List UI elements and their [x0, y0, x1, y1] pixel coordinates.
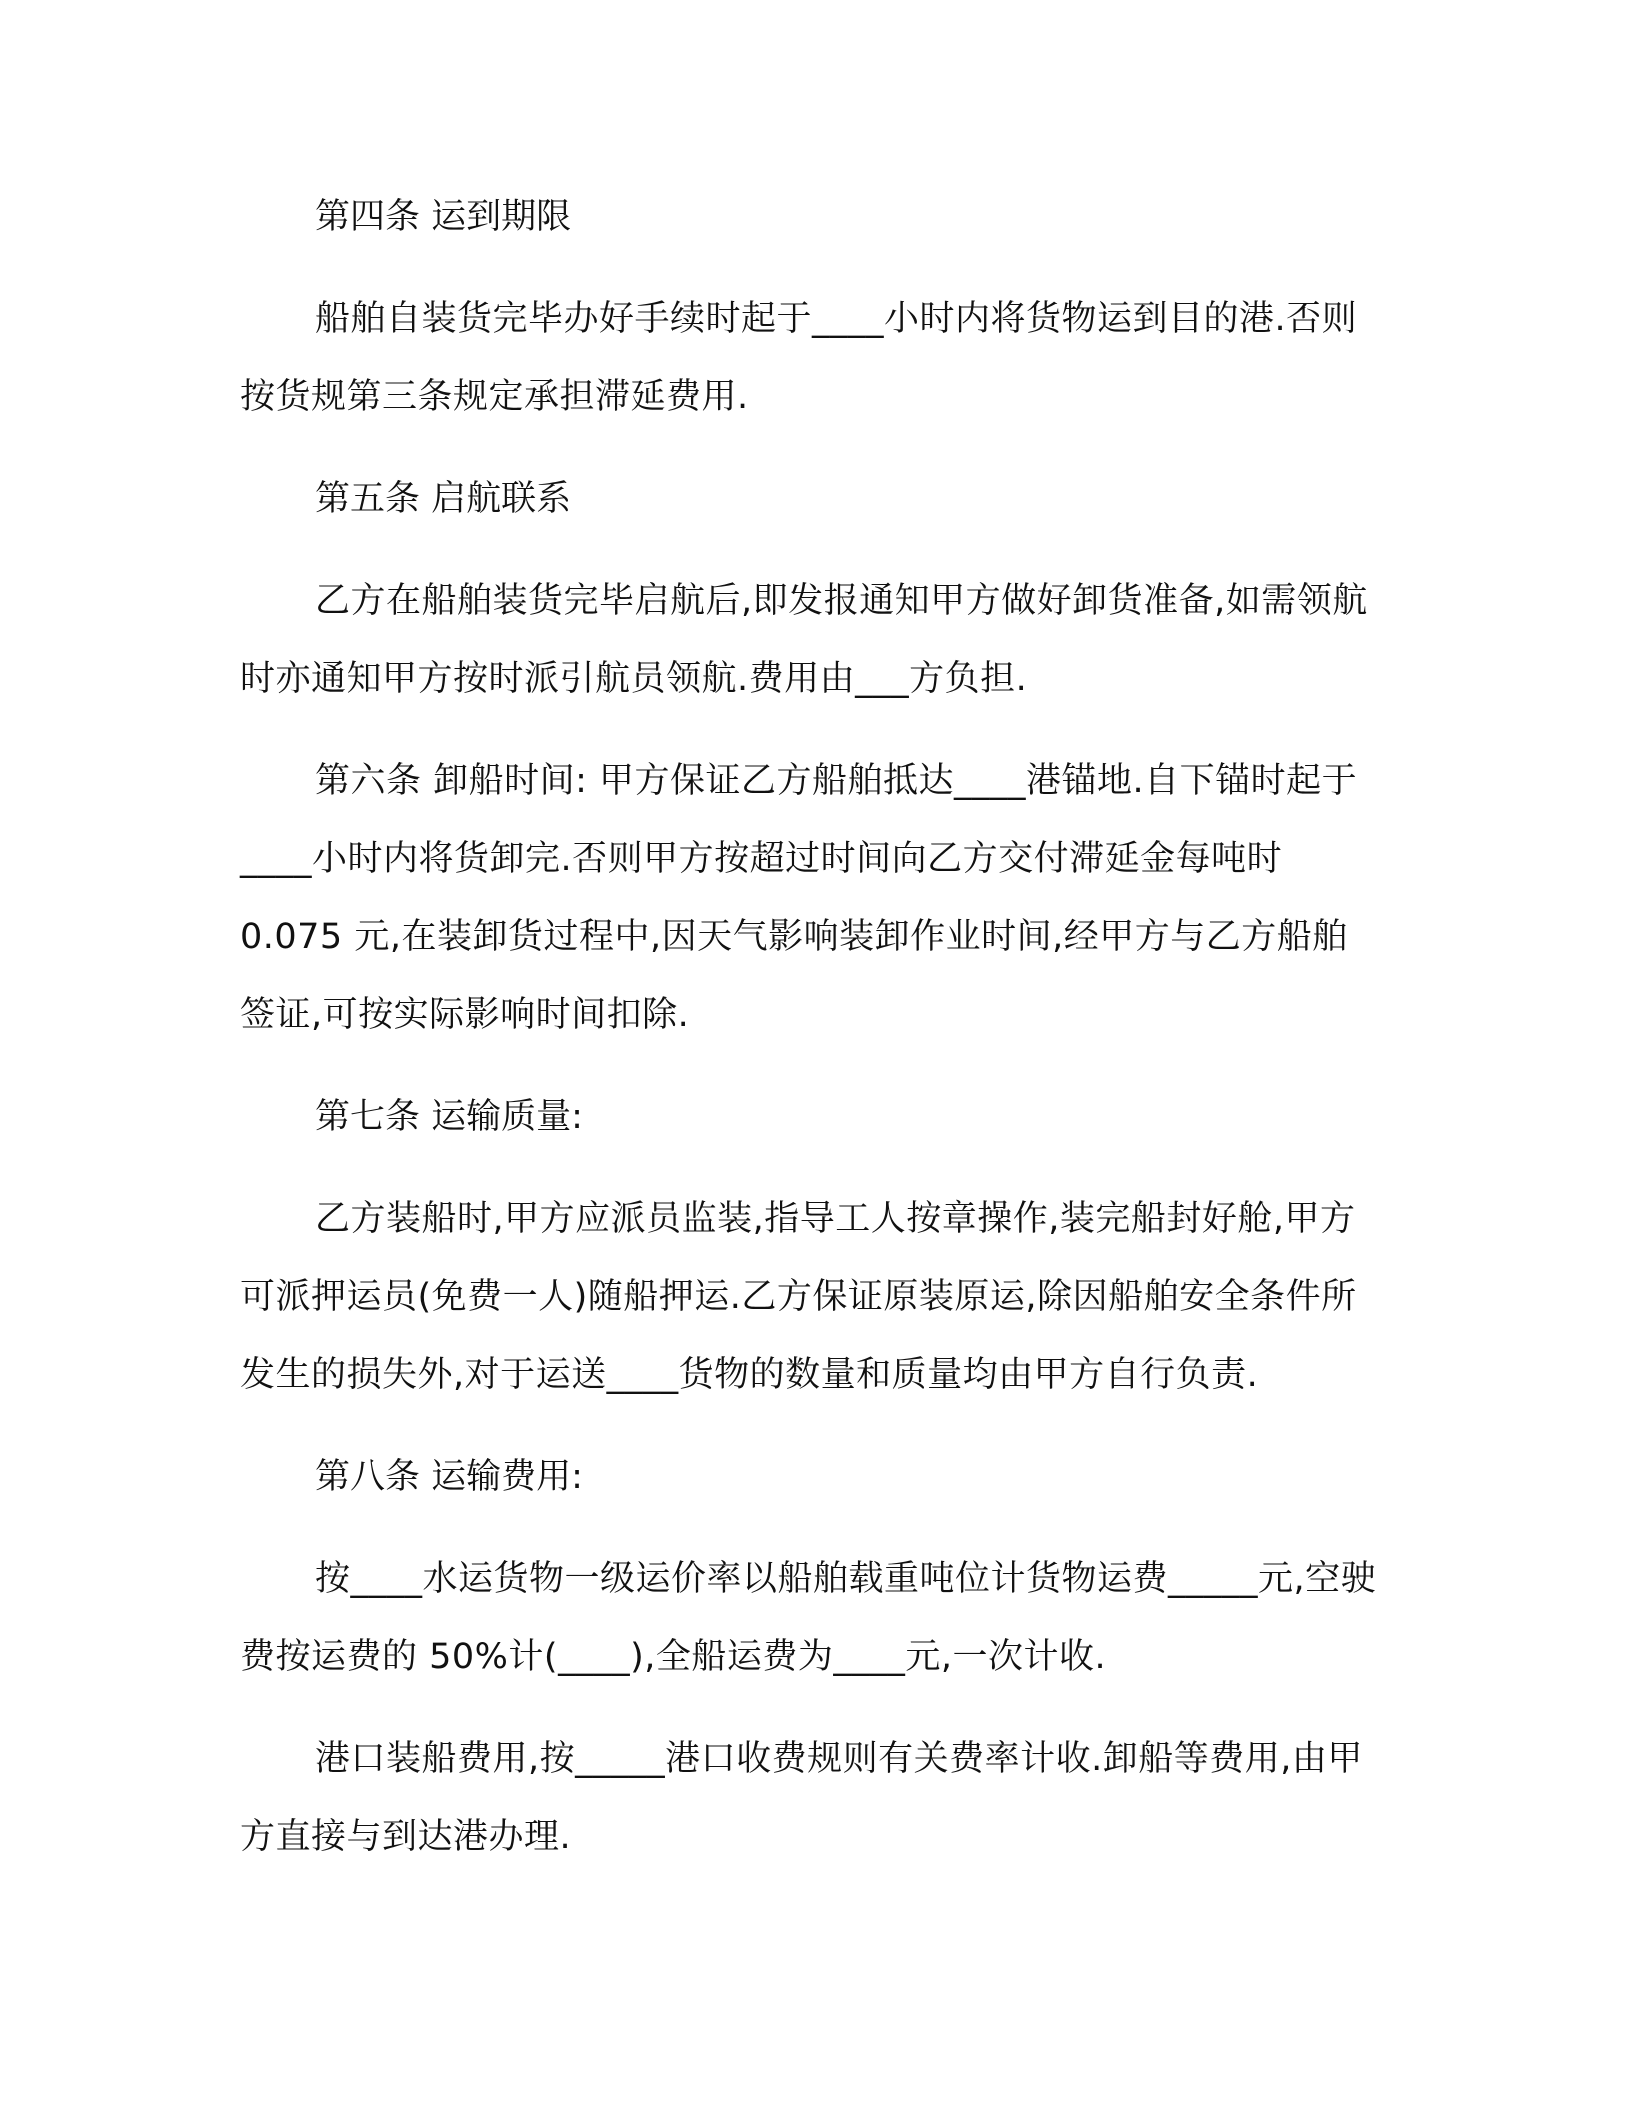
- article-5-heading: 第五条 启航联系: [315, 479, 572, 519]
- article-4-paragraph: 船舶自装货完毕办好手续时起于____小时内将货物运到目的港.否则按货规第三条规定承担滞延费用.: [240, 299, 1358, 417]
- article-6-paragraph: 第六条 卸船时间: 甲方保证乙方船舶抵达____港锚地.自下锚时起于____小时内将货卸完.否则甲方按超过时间向乙方交付滞延金每吨时0.075 元,在装卸货过程中,因天气影响装卸作业时间,经甲方与乙方船舶签证,可按实际影响时间扣除.: [240, 761, 1358, 1035]
- article-8-paragraph-port-fees: 港口装船费用,按_____港口收费规则有关费率计收.卸船等费用,由甲方直接与到达港办理.: [240, 1739, 1363, 1857]
- document-body: [240, 178, 1380, 1876]
- article-4-heading: 第四条 运到期限: [315, 197, 572, 237]
- article-5-paragraph: 乙方在船舶装货完毕启航后,即发报通知甲方做好卸货准备,如需领航时亦通知甲方按时派引航员领航.费用由___方负担.: [240, 581, 1368, 699]
- article-7-heading: 第七条 运输质量:: [315, 1097, 583, 1137]
- article-8-paragraph-freight: 按____水运货物一级运价率以船舶载重吨位计货物运费_____元,空驶费按运费的 50%计(____),全船运费为____元,一次计收.: [240, 1559, 1377, 1677]
- article-7-paragraph: 乙方装船时,甲方应派员监装,指导工人按章操作,装完船封好舱,甲方可派押运员(免费一人)随船押运.乙方保证原装原运,除因船舶安全条件所发生的损失外,对于运送____货物的数量和质量均由甲方自行负责.: [240, 1199, 1357, 1395]
- article-8-heading: 第八条 运输费用:: [315, 1457, 583, 1497]
